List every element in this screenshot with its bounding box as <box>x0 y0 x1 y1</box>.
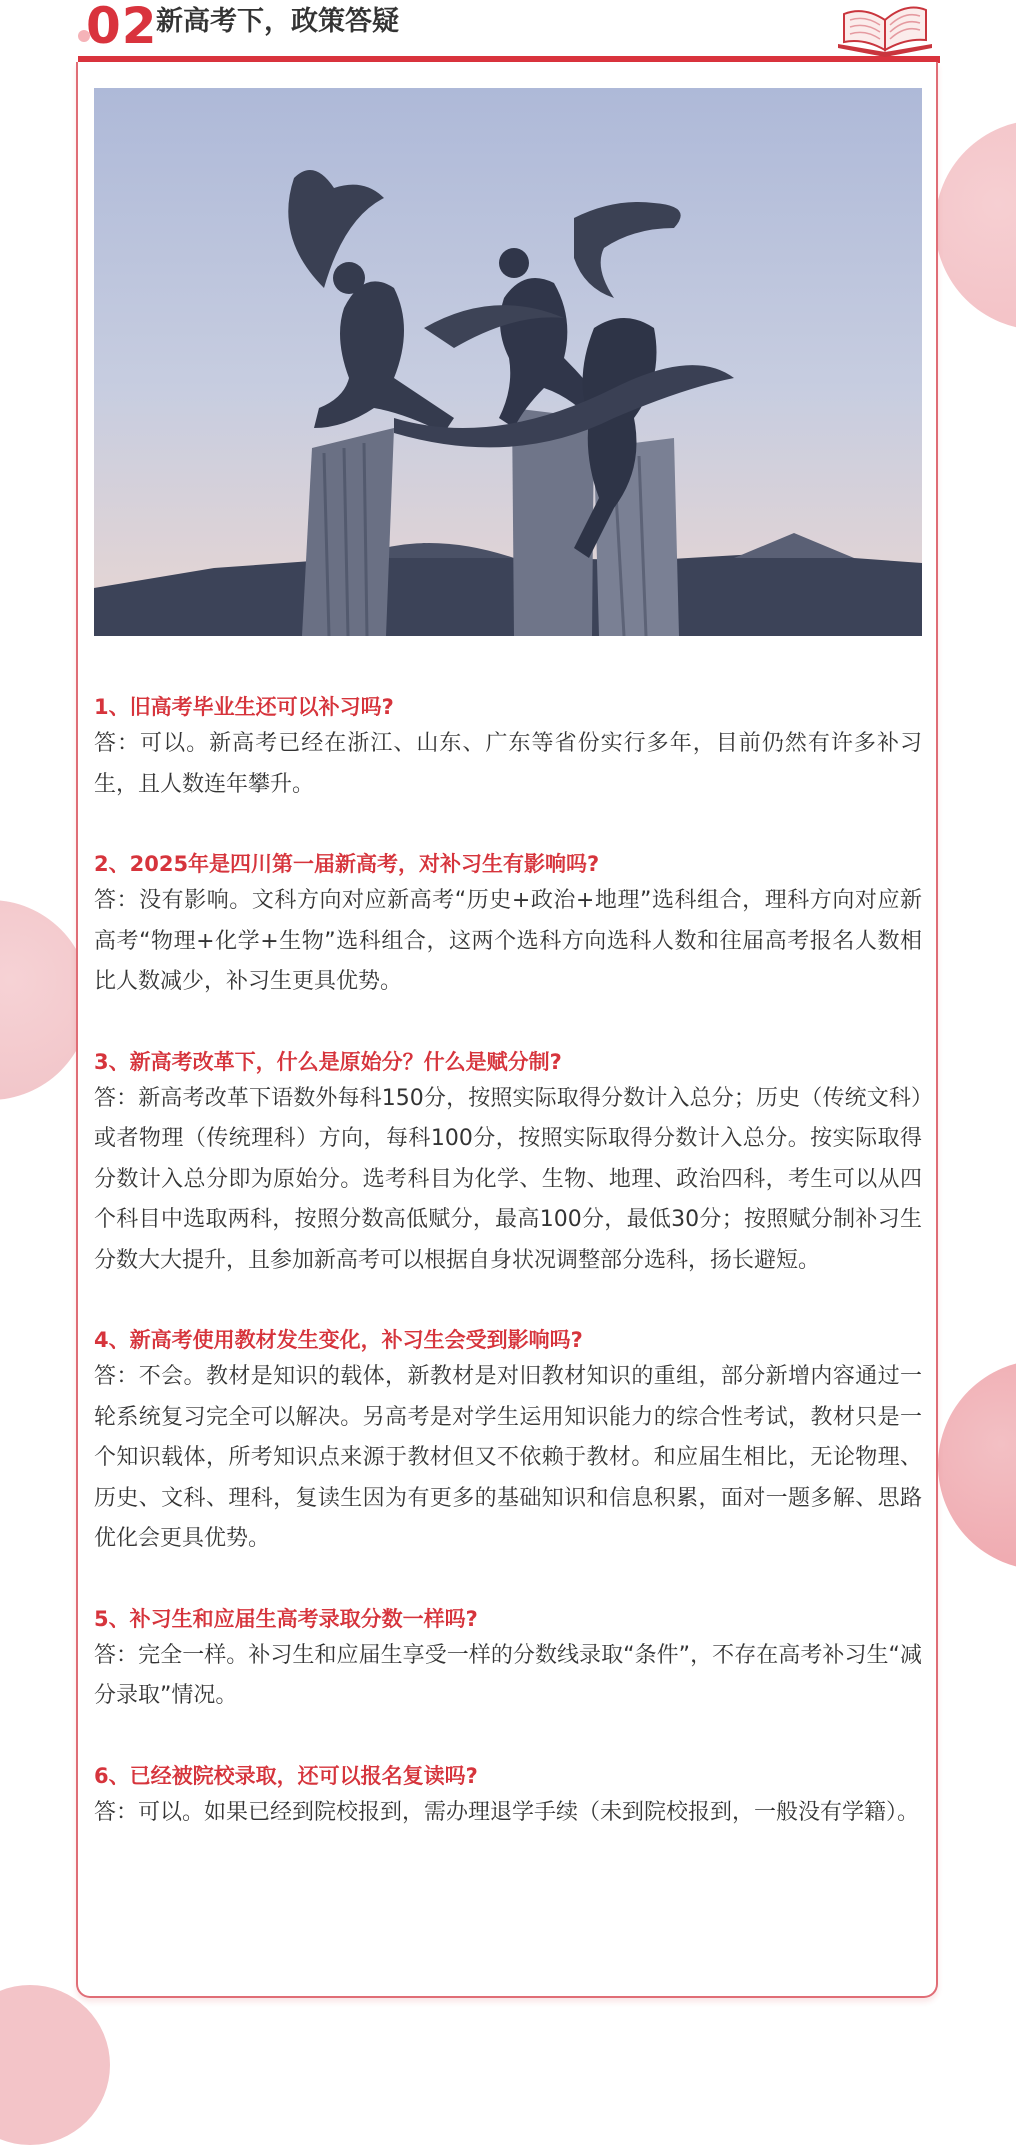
answer: 答：可以。如果已经到院校报到，需办理退学手续（未到院校报到，一般没有学籍）。 <box>94 1799 920 1825</box>
answer: 答：可以。新高考已经在浙江、山东、广东等省份实行多年，目前仍然有许多补习生，且人数连年攀升。 <box>94 731 922 797</box>
section-number: 02 <box>86 0 158 55</box>
sculpture-photo <box>94 88 922 636</box>
qa-item <box>94 847 922 1003</box>
answer: 答：没有影响。文科方向对应新高考“历史+政治+地理”选科组合，理科方向对应新高考“物理+化学+生物”选科组合，这两个选科方向选科人数和往届高考报名人数相比人数减少，补习生更具优势。 <box>94 888 922 994</box>
section-header <box>78 0 940 66</box>
qa-item <box>94 1759 922 1834</box>
section-title: 新高考下，政策答疑 <box>156 6 399 37</box>
qa-item <box>94 1045 922 1282</box>
question: 1、旧高考毕业生还可以补习吗? <box>94 695 394 719</box>
question: 6、已经被院校录取，还可以报名复读吗? <box>94 1763 478 1788</box>
question: 3、新高考改革下，什么是原始分？什么是赋分制? <box>94 1049 562 1074</box>
qa-item <box>94 690 922 805</box>
question: 5、补习生和应届生高考录取分数一样吗? <box>94 1606 478 1631</box>
answer: 答：不会。教材是知识的载体，新教材是对旧教材知识的重组，部分新增内容通过一轮系统复习完全可以解决。另高考是对学生运用知识能力的综合性考试，教材只是一个知识载体，所考知识点来源于教材但又不依赖于教材。和应届生相比，无论物理、历史、文科、理科，复读生因为有更多的基础知识和信息积累，面对一题多解、思路优化会更具优势。 <box>94 1364 922 1551</box>
question: 4、新高考使用教材发生变化，补习生会受到影响吗? <box>94 1328 583 1352</box>
decor-bubble <box>0 1985 110 2145</box>
answer: 答：新高考改革下语数外每科150分，按照实际取得分数计入总分；历史（传统文科）或者物理（传统理科）方向，每科100分，按照实际取得分数计入总分。按实际取得分数计入总分即为原始分。选考科目为化学、生物、地理、政治四科，考生可以从四个科目中选取两科，按照分数高低赋分，最高100分，最低30分；按照赋分制补习生分数大大提升，且参加新高考可以根据自身状况调整部分选科，扬长避短。 <box>94 1085 922 1273</box>
qa-item <box>94 1602 922 1717</box>
decor-bubble <box>935 120 1016 330</box>
content-card <box>76 62 938 1998</box>
qa-item <box>94 1323 922 1560</box>
question: 2、2025年是四川第一届新高考，对补习生有影响吗? <box>94 852 600 876</box>
decor-bubble <box>938 1360 1016 1570</box>
open-book-icon <box>830 0 940 60</box>
answer: 答：完全一样。补习生和应届生享受一样的分数线录取“条件”，不存在高考补习生“减分录取”情况。 <box>94 1642 922 1708</box>
qa-list <box>94 690 922 1875</box>
